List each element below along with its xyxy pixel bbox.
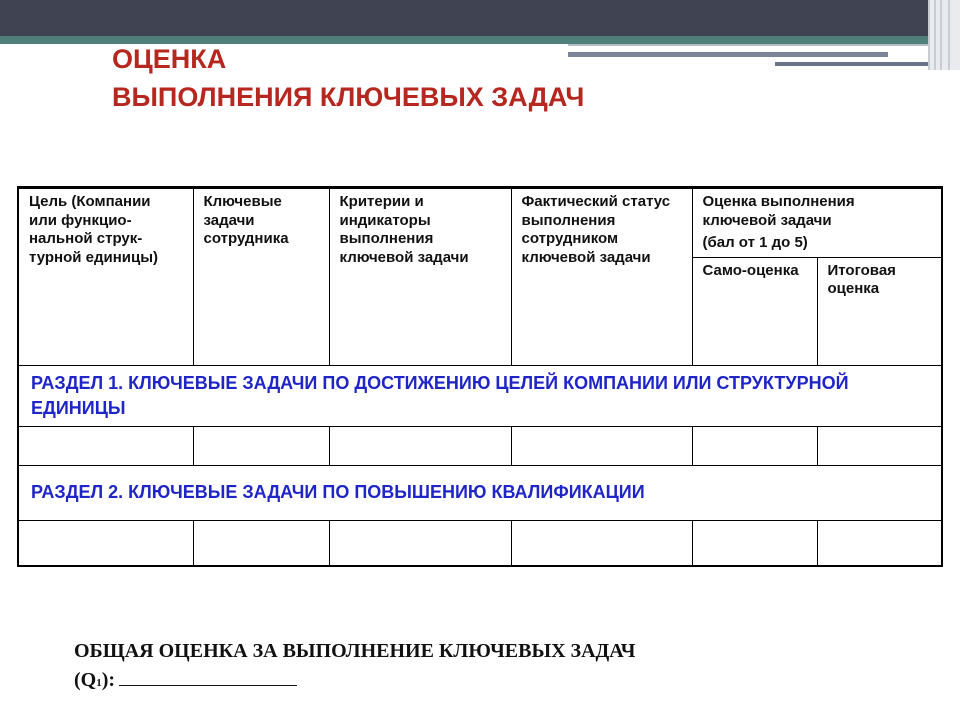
header-assessment-scale: (бал от 1 до 5) — [702, 234, 808, 251]
key-tasks-table — [17, 186, 943, 567]
corner-decoration — [928, 0, 960, 70]
header-divider — [568, 52, 888, 57]
header-key-tasks: Ключевые задачи сотрудника — [193, 188, 329, 366]
page-title — [112, 40, 584, 116]
table-cell[interactable] — [817, 426, 942, 465]
table-cell[interactable] — [193, 426, 329, 465]
total-suffix: ): — [101, 669, 116, 691]
table-cell[interactable] — [193, 520, 329, 566]
total-value-field[interactable] — [119, 665, 297, 686]
header-assessment-label: Оценка выполнения ключевой задачи — [702, 193, 855, 229]
header-divider — [775, 62, 943, 66]
table-cell[interactable] — [511, 426, 692, 465]
table-cell[interactable] — [692, 426, 817, 465]
title-line-2: ВЫПОЛНЕНИЯ КЛЮЧЕВЫХ ЗАДАЧ — [112, 82, 585, 112]
section-1-label: РАЗДЕЛ 1. КЛЮЧЕВЫЕ ЗАДАЧИ ПО ДОСТИЖЕНИЮ ЦЕЛЕЙ КОМПАНИИ ИЛИ СТРУКТУРНОЙ ЕДИНИЦЫ — [18, 365, 942, 426]
header-band — [0, 0, 960, 36]
header-divider — [568, 44, 928, 46]
header-actual-status: Фактический статус выполнения сотрудником ключевой задачи — [511, 188, 692, 366]
table-cell[interactable] — [18, 520, 193, 566]
table-cell[interactable] — [692, 520, 817, 566]
total-label: ОБЩАЯ ОЦЕНКА ЗА ВЫПОЛНЕНИЕ КЛЮЧЕВЫХ ЗАДАЧ — [74, 640, 636, 662]
section-row-1 — [18, 365, 942, 426]
header-self-assessment: Само-оценка — [692, 257, 817, 365]
table-cell[interactable] — [18, 426, 193, 465]
header-goal: Цель (Компании или функцио-нальной струк-турной единицы) — [18, 188, 193, 366]
table-cell[interactable] — [329, 426, 511, 465]
title-line-1: ОЦЕНКА — [112, 44, 227, 74]
table-row — [18, 520, 942, 566]
table-cell[interactable] — [329, 520, 511, 566]
table-header-row — [18, 188, 942, 258]
table-row — [18, 426, 942, 465]
total-subscript: 1 — [96, 677, 102, 689]
header-assessment — [692, 188, 942, 258]
total-formula — [74, 665, 635, 697]
header-criteria: Критерии и индикаторы выполнения ключевой задачи — [329, 188, 511, 366]
table-cell[interactable] — [511, 520, 692, 566]
section-2-label: РАЗДЕЛ 2. КЛЮЧЕВЫЕ ЗАДАЧИ ПО ПОВЫШЕНИЮ КВАЛИФИКАЦИИ — [18, 465, 942, 520]
total-assessment — [74, 638, 635, 697]
section-row-2 — [18, 465, 942, 520]
table-cell[interactable] — [817, 520, 942, 566]
header-final-assessment: Итоговая оценка — [817, 257, 942, 365]
total-prefix: (Q — [74, 669, 97, 691]
